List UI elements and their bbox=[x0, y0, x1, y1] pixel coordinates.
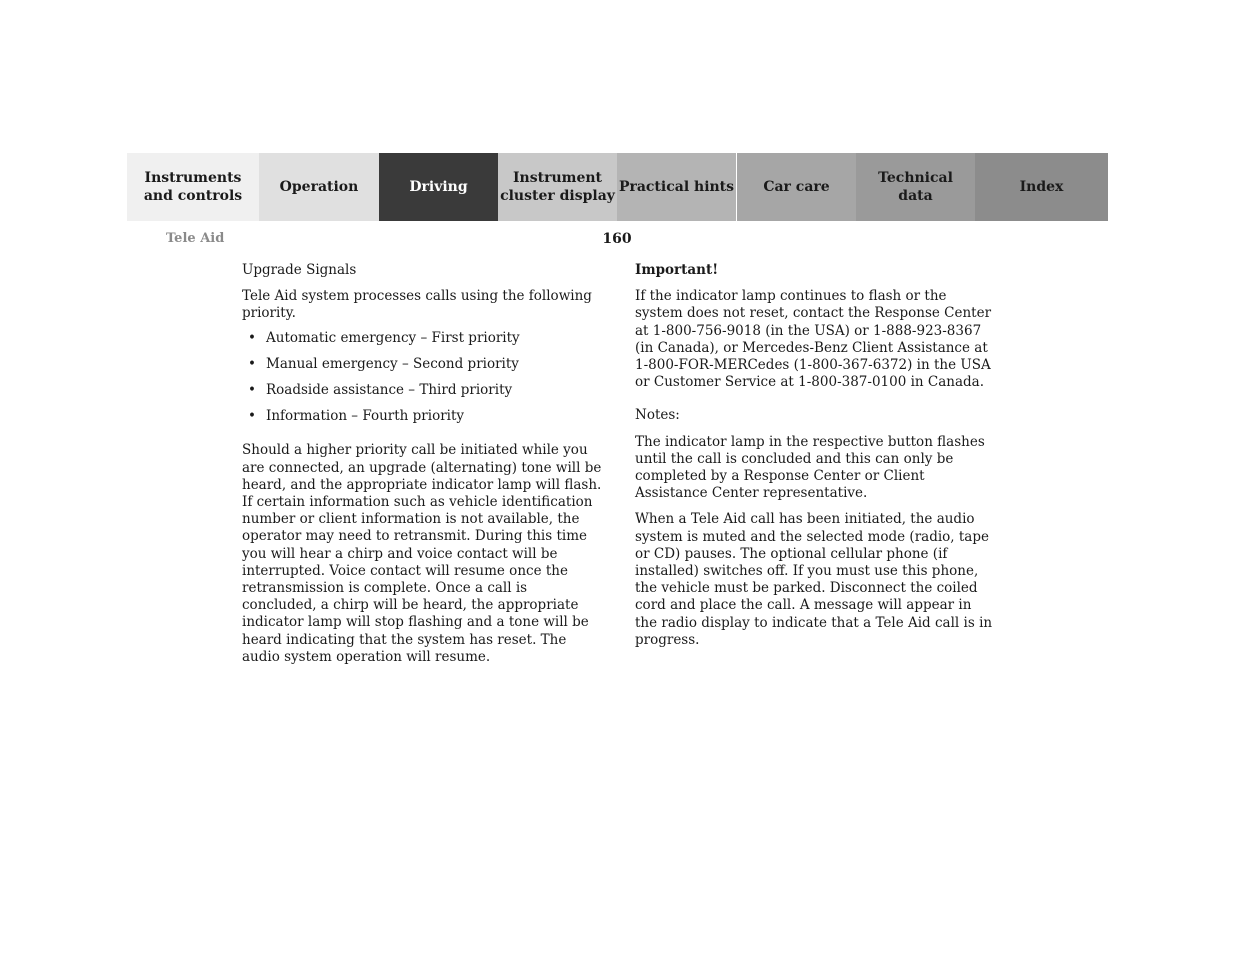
list-item bbox=[242, 408, 602, 425]
tab-index[interactable] bbox=[975, 153, 1108, 221]
tab-label: Instrument cluster display bbox=[500, 170, 615, 204]
tab-operation[interactable] bbox=[259, 153, 379, 221]
tab-label: Operation bbox=[279, 179, 359, 195]
important-paragraph: If the indicator lamp continues to flash or the system does not reset, contact the Response Center at 1-800-756-9018 (in the USA) or 1-888-923-8367 (in Canada), or Mercedes-Benz Client Assistance at 1-800-FOR-MERCedes (1-800-367-6372) in the USA or Customer Service at 1-800-387-0100 in Canada. bbox=[635, 288, 992, 391]
bullet-icon: • bbox=[248, 355, 256, 372]
tab-label: Index bbox=[1019, 179, 1064, 195]
right-column bbox=[635, 262, 995, 658]
tab-label: Technical data bbox=[878, 170, 953, 204]
note-paragraph: When a Tele Aid call has been initiated, the audio system is muted and the selected mode (radio, tape or CD) pauses. The optional cellular phone (if installed) switches off. If you must use this phone, the vehicle must be parked. Disconnect the coiled cord and place the call. A message will appear in the radio display to indicate that a Tele Aid call is in progress. bbox=[635, 511, 993, 648]
list-item bbox=[242, 382, 602, 399]
notes-heading: Notes: bbox=[635, 407, 680, 424]
section-heading: Upgrade Signals bbox=[242, 262, 357, 278]
tab-instrument-cluster-display[interactable] bbox=[498, 153, 617, 221]
list-item bbox=[242, 330, 602, 347]
bullet-icon: • bbox=[248, 382, 256, 399]
tab-label: Practical hints bbox=[618, 179, 735, 195]
list-item-text: Automatic emergency – First priority bbox=[266, 329, 520, 346]
tab-label: Car care bbox=[763, 179, 830, 195]
tab-label: Driving bbox=[409, 179, 468, 195]
note-paragraph: The indicator lamp in the respective button flashes until the call is concluded and this can only be completed by a Response Center or Client Assistance Center representative. bbox=[635, 433, 985, 502]
tab-car-care[interactable] bbox=[737, 153, 856, 221]
tab-instruments-and-controls[interactable] bbox=[127, 153, 259, 221]
page-number: 160 bbox=[602, 231, 632, 247]
chapter-tab-bar bbox=[127, 153, 1108, 221]
tab-technical-data[interactable] bbox=[856, 153, 975, 221]
priority-list bbox=[242, 330, 602, 426]
tab-practical-hints[interactable] bbox=[617, 153, 736, 221]
important-heading: Important! bbox=[635, 262, 719, 278]
bullet-icon: • bbox=[248, 408, 256, 425]
tab-driving[interactable] bbox=[379, 153, 498, 221]
body-paragraph: Should a higher priority call be initiated while you are connected, an upgrade (alternating) tone will be heard, and the appropriate indicator lamp will flash. If certain information such as vehicle identification number or client information is not available, the operator may need to retransmit. During this time you will hear a chirp and voice contact will be interrupted. Voice contact will resume once the retransmission is complete. Once a call is concluded, a chirp will be heard, the appropriate indicator lamp will stop flashing and a tone will be heard indicating that the system has reset. The audio system operation will resume. bbox=[242, 442, 602, 665]
left-column bbox=[242, 262, 602, 675]
bullet-icon: • bbox=[248, 329, 256, 346]
list-item bbox=[242, 356, 602, 373]
section-title: Tele Aid bbox=[166, 231, 225, 246]
intro-paragraph: Tele Aid system processes calls using the following priority. bbox=[242, 288, 592, 322]
list-item-text: Information – Fourth priority bbox=[266, 408, 465, 425]
list-item-text: Manual emergency – Second priority bbox=[266, 355, 519, 372]
list-item-text: Roadside assistance – Third priority bbox=[266, 382, 513, 399]
tab-label: Instruments and controls bbox=[143, 170, 243, 204]
